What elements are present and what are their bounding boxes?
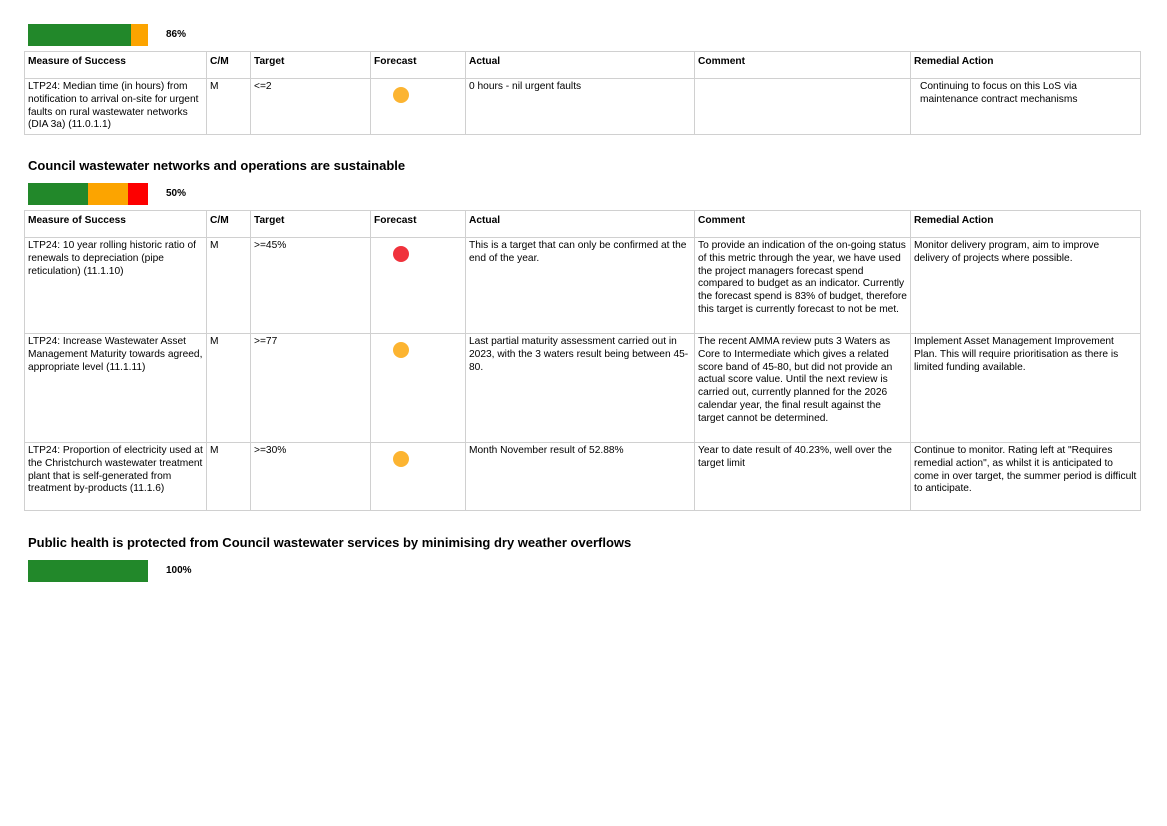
col-header-target: Target <box>251 52 371 79</box>
bar-segment-orange <box>131 24 148 46</box>
measure-cell: LTP24: Increase Wastewater Asset Management Maturity towards agreed, appropriate level (11.1.11) <box>25 334 207 443</box>
actual-cell: 0 hours - nil urgent faults <box>466 79 695 135</box>
bar-segment-green <box>28 183 88 205</box>
table-header-row <box>25 52 1141 79</box>
target-cell: >=77 <box>251 334 371 443</box>
cm-cell: M <box>207 334 251 443</box>
section-title: Council wastewater networks and operations are sustainable <box>28 158 406 173</box>
progress-bar-section-1 <box>28 24 328 46</box>
actual-cell: Last partial maturity assessment carried out in 2023, with the 3 waters result being between 45-80. <box>466 334 695 443</box>
status-bar <box>28 183 148 205</box>
table-row <box>25 443 1141 511</box>
col-header-measure: Measure of Success <box>25 52 207 79</box>
col-header-forecast: Forecast <box>371 52 466 79</box>
bar-segment-red <box>128 183 148 205</box>
remedial-cell: Continue to monitor. Rating left at "Requires remedial action", as whilst it is anticipated to come in over target, the summer period is difficult to anticipate. <box>911 443 1141 511</box>
percent-label: 100% <box>166 565 192 576</box>
forecast-cell <box>371 79 466 135</box>
col-header-remedial: Remedial Action <box>911 211 1141 238</box>
comment-cell: Year to date result of 40.23%, well over the target limit <box>695 443 911 511</box>
forecast-status-dot <box>393 342 409 358</box>
comment-cell: The recent AMMA review puts 3 Waters as Core to Intermediate which gives a related score band of 45-80, but did not provide an actual score value. Until the next review is carried out, currently planned for the 2026 calendar year, the final result against the target cannot be determined. <box>695 334 911 443</box>
measure-cell: LTP24: 10 year rolling historic ratio of renewals to depreciation (pipe reticulation) (11.1.10) <box>25 238 207 334</box>
forecast-status-dot <box>393 451 409 467</box>
percent-label: 86% <box>166 29 187 40</box>
percent-label: 50% <box>166 188 187 199</box>
target-cell: >=45% <box>251 238 371 334</box>
col-header-forecast: Forecast <box>371 211 466 238</box>
bar-segment-green <box>28 560 148 582</box>
col-header-actual: Actual <box>466 52 695 79</box>
col-header-cm: C/M <box>207 211 251 238</box>
remedial-cell: Continuing to focus on this LoS via maintenance contract mechanisms <box>911 79 1141 135</box>
bar-segment-green <box>28 24 131 46</box>
actual-cell: Month November result of 52.88% <box>466 443 695 511</box>
section-title: Public health is protected from Council wastewater services by minimising dry weather overflows <box>28 535 632 550</box>
col-header-comment: Comment <box>695 211 911 238</box>
forecast-cell <box>371 443 466 511</box>
remedial-cell: Implement Asset Management Improvement Plan. This will require prioritisation as there is limited funding available. <box>911 334 1141 443</box>
forecast-status-dot <box>393 87 409 103</box>
col-header-target: Target <box>251 211 371 238</box>
status-bar <box>28 560 148 582</box>
measure-cell: LTP24: Median time (in hours) from notification to arrival on-site for urgent faults on rural wastewater networks (DIA 3a) (11.0.1.1) <box>25 79 207 135</box>
forecast-status-dot <box>393 246 409 262</box>
measures-table-section-2 <box>24 210 1141 511</box>
bar-segment-orange <box>88 183 128 205</box>
status-bar <box>28 24 148 46</box>
table-row <box>25 79 1141 135</box>
comment-cell <box>695 79 911 135</box>
col-header-actual: Actual <box>466 211 695 238</box>
target-cell: <=2 <box>251 79 371 135</box>
col-header-comment: Comment <box>695 52 911 79</box>
comment-cell: To provide an indication of the on-going status of this metric through the year, we have used the project managers forecast spend compared to budget as an indicator. Currently the forecast spend is 83% of budget, therefore this target is currently forecast to not be met. <box>695 238 911 334</box>
target-cell: >=30% <box>251 443 371 511</box>
col-header-measure: Measure of Success <box>25 211 207 238</box>
actual-cell: This is a target that can only be confirmed at the end of the year. <box>466 238 695 334</box>
remedial-cell: Monitor delivery program, aim to improve delivery of projects where possible. <box>911 238 1141 334</box>
table-header-row <box>25 211 1141 238</box>
cm-cell: M <box>207 238 251 334</box>
col-header-cm: C/M <box>207 52 251 79</box>
progress-bar-section-3 <box>28 560 328 582</box>
col-header-remedial: Remedial Action <box>911 52 1141 79</box>
measure-cell: LTP24: Proportion of electricity used at the Christchurch wastewater treatment plant that is self-generated from treatment by-products (11.1.6) <box>25 443 207 511</box>
progress-bar-section-2 <box>28 183 328 205</box>
table-row <box>25 238 1141 334</box>
table-row <box>25 334 1141 443</box>
measures-table-section-1 <box>24 51 1141 135</box>
forecast-cell <box>371 238 466 334</box>
cm-cell: M <box>207 79 251 135</box>
cm-cell: M <box>207 443 251 511</box>
forecast-cell <box>371 334 466 443</box>
